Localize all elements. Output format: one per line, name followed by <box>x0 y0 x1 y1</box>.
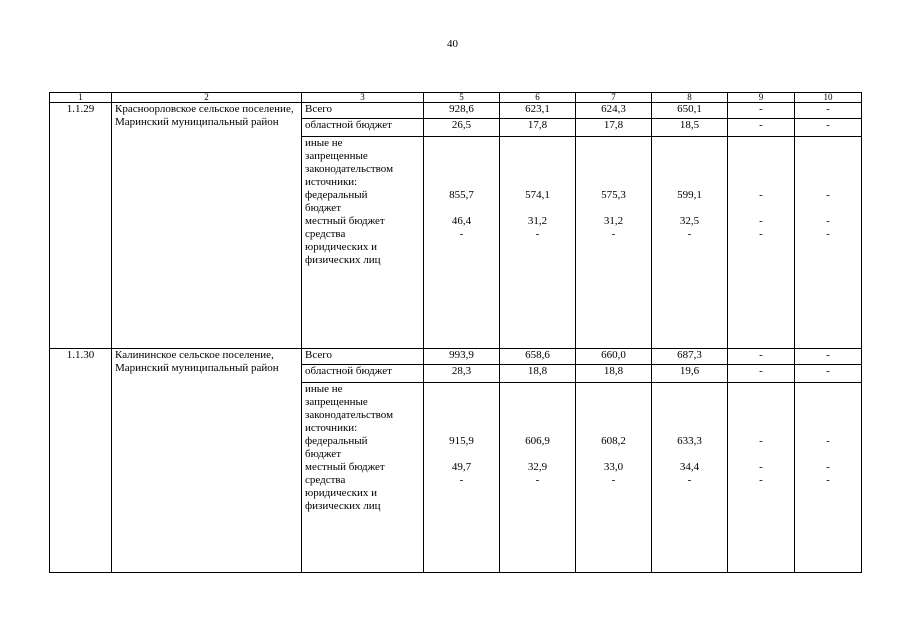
source-label-line: источники: <box>305 176 358 188</box>
private-funds-value: - <box>759 228 763 240</box>
source-label: Всего <box>302 103 424 119</box>
local-budget-value: 33,0 <box>603 461 624 473</box>
federal-budget-label: бюджет <box>305 448 341 460</box>
value-cell: 658,6 <box>500 349 576 365</box>
value-block <box>576 383 652 573</box>
value-block <box>728 383 795 573</box>
source-label: Всего <box>302 349 424 365</box>
value-cell: 19,6 <box>652 365 728 383</box>
local-budget-value: - <box>826 215 830 227</box>
entry-id: 1.1.30 <box>50 349 112 573</box>
value-cell: 623,1 <box>500 103 576 119</box>
source-label-line: источники: <box>305 422 358 434</box>
local-budget-value: - <box>759 461 763 473</box>
local-budget-value: 46,4 <box>451 215 472 227</box>
value-block <box>424 137 500 349</box>
value-cell: 993,9 <box>424 349 500 365</box>
private-funds-label: юридических и <box>305 487 378 499</box>
value-cell: - <box>795 365 862 383</box>
federal-budget-value: 599,1 <box>677 189 702 201</box>
private-funds-value: - <box>459 228 464 240</box>
source-label-line: иные не <box>305 137 343 149</box>
value-cell: - <box>795 349 862 365</box>
value-cell: 28,3 <box>424 365 500 383</box>
column-number: 5 <box>424 93 500 103</box>
source-label: областной бюджет <box>302 119 424 137</box>
table-row <box>50 349 862 365</box>
value-cell: 18,8 <box>500 365 576 383</box>
source-label-block <box>302 137 424 349</box>
value-cell: - <box>795 103 862 119</box>
value-block <box>576 137 652 349</box>
local-budget-value: - <box>759 215 763 227</box>
private-funds-value: - <box>759 474 763 486</box>
local-budget-label: местный бюджет <box>305 461 385 473</box>
value-cell: - <box>728 103 795 119</box>
private-funds-value: - <box>611 474 616 486</box>
column-number: 2 <box>112 93 302 103</box>
private-funds-value: - <box>826 228 830 240</box>
source-label-block <box>302 383 424 573</box>
local-budget-value: 31,2 <box>527 215 548 227</box>
entry-id: 1.1.29 <box>50 103 112 349</box>
entry-name: Красноорловское сельское поселение, Маринский муниципальный район <box>112 103 302 349</box>
federal-budget-value: 606,9 <box>525 435 550 447</box>
local-budget-value: - <box>826 461 830 473</box>
federal-budget-value: - <box>759 189 763 201</box>
value-block <box>424 383 500 573</box>
value-cell: - <box>728 349 795 365</box>
federal-budget-label: федеральный <box>305 435 368 447</box>
value-cell: - <box>795 119 862 137</box>
federal-budget-value: 915,9 <box>449 435 474 447</box>
value-cell: 687,3 <box>652 349 728 365</box>
column-number: 3 <box>302 93 424 103</box>
private-funds-value: - <box>535 474 540 486</box>
federal-budget-label: федеральный <box>305 189 368 201</box>
source-label-line: запрещенные <box>305 396 368 408</box>
value-block <box>728 137 795 349</box>
private-funds-value: - <box>459 474 464 486</box>
column-number: 6 <box>500 93 576 103</box>
private-funds-value: - <box>611 228 616 240</box>
value-cell: 650,1 <box>652 103 728 119</box>
column-number-row <box>50 93 862 103</box>
value-cell: - <box>728 365 795 383</box>
value-block <box>652 137 728 349</box>
federal-budget-value: 608,2 <box>601 435 626 447</box>
source-label: областной бюджет <box>302 365 424 383</box>
federal-budget-value: 575,3 <box>601 189 626 201</box>
value-block <box>500 383 576 573</box>
value-cell: - <box>728 119 795 137</box>
private-funds-value: - <box>687 228 692 240</box>
page-number: 40 <box>447 38 458 50</box>
column-number: 1 <box>50 93 112 103</box>
column-number: 7 <box>576 93 652 103</box>
value-cell: 17,8 <box>576 119 652 137</box>
private-funds-label: средства <box>305 474 346 486</box>
federal-budget-value: - <box>826 189 830 201</box>
private-funds-label: средства <box>305 228 346 240</box>
column-number: 10 <box>795 93 862 103</box>
column-number: 9 <box>728 93 795 103</box>
federal-budget-value: 633,3 <box>677 435 702 447</box>
value-block <box>795 383 862 573</box>
private-funds-label: физических лиц <box>305 254 381 266</box>
value-cell: 624,3 <box>576 103 652 119</box>
private-funds-label: юридических и <box>305 241 378 253</box>
budget-table <box>49 92 862 573</box>
source-label-line: законодательством <box>305 409 394 421</box>
private-funds-value: - <box>535 228 540 240</box>
value-block <box>795 137 862 349</box>
local-budget-label: местный бюджет <box>305 215 385 227</box>
value-cell: 18,8 <box>576 365 652 383</box>
federal-budget-label: бюджет <box>305 202 341 214</box>
federal-budget-value: - <box>759 435 763 447</box>
value-cell: 26,5 <box>424 119 500 137</box>
federal-budget-value: 574,1 <box>525 189 550 201</box>
local-budget-value: 34,4 <box>679 461 700 473</box>
source-label-line: запрещенные <box>305 150 368 162</box>
value-block <box>500 137 576 349</box>
value-cell: 18,5 <box>652 119 728 137</box>
local-budget-value: 32,5 <box>679 215 700 227</box>
value-cell: 17,8 <box>500 119 576 137</box>
value-cell: 928,6 <box>424 103 500 119</box>
entry-name: Калининское сельское поселение, Маринский муниципальный район <box>112 349 302 573</box>
private-funds-value: - <box>687 474 692 486</box>
federal-budget-value: 855,7 <box>449 189 474 201</box>
local-budget-value: 49,7 <box>451 461 472 473</box>
value-cell: 660,0 <box>576 349 652 365</box>
table-row <box>50 103 862 119</box>
local-budget-value: 32,9 <box>527 461 548 473</box>
source-label-line: законодательством <box>305 163 394 175</box>
federal-budget-value: - <box>826 435 830 447</box>
local-budget-value: 31,2 <box>603 215 624 227</box>
column-number: 8 <box>652 93 728 103</box>
source-label-line: иные не <box>305 383 343 395</box>
private-funds-value: - <box>826 474 830 486</box>
value-block <box>652 383 728 573</box>
private-funds-label: физических лиц <box>305 500 381 512</box>
